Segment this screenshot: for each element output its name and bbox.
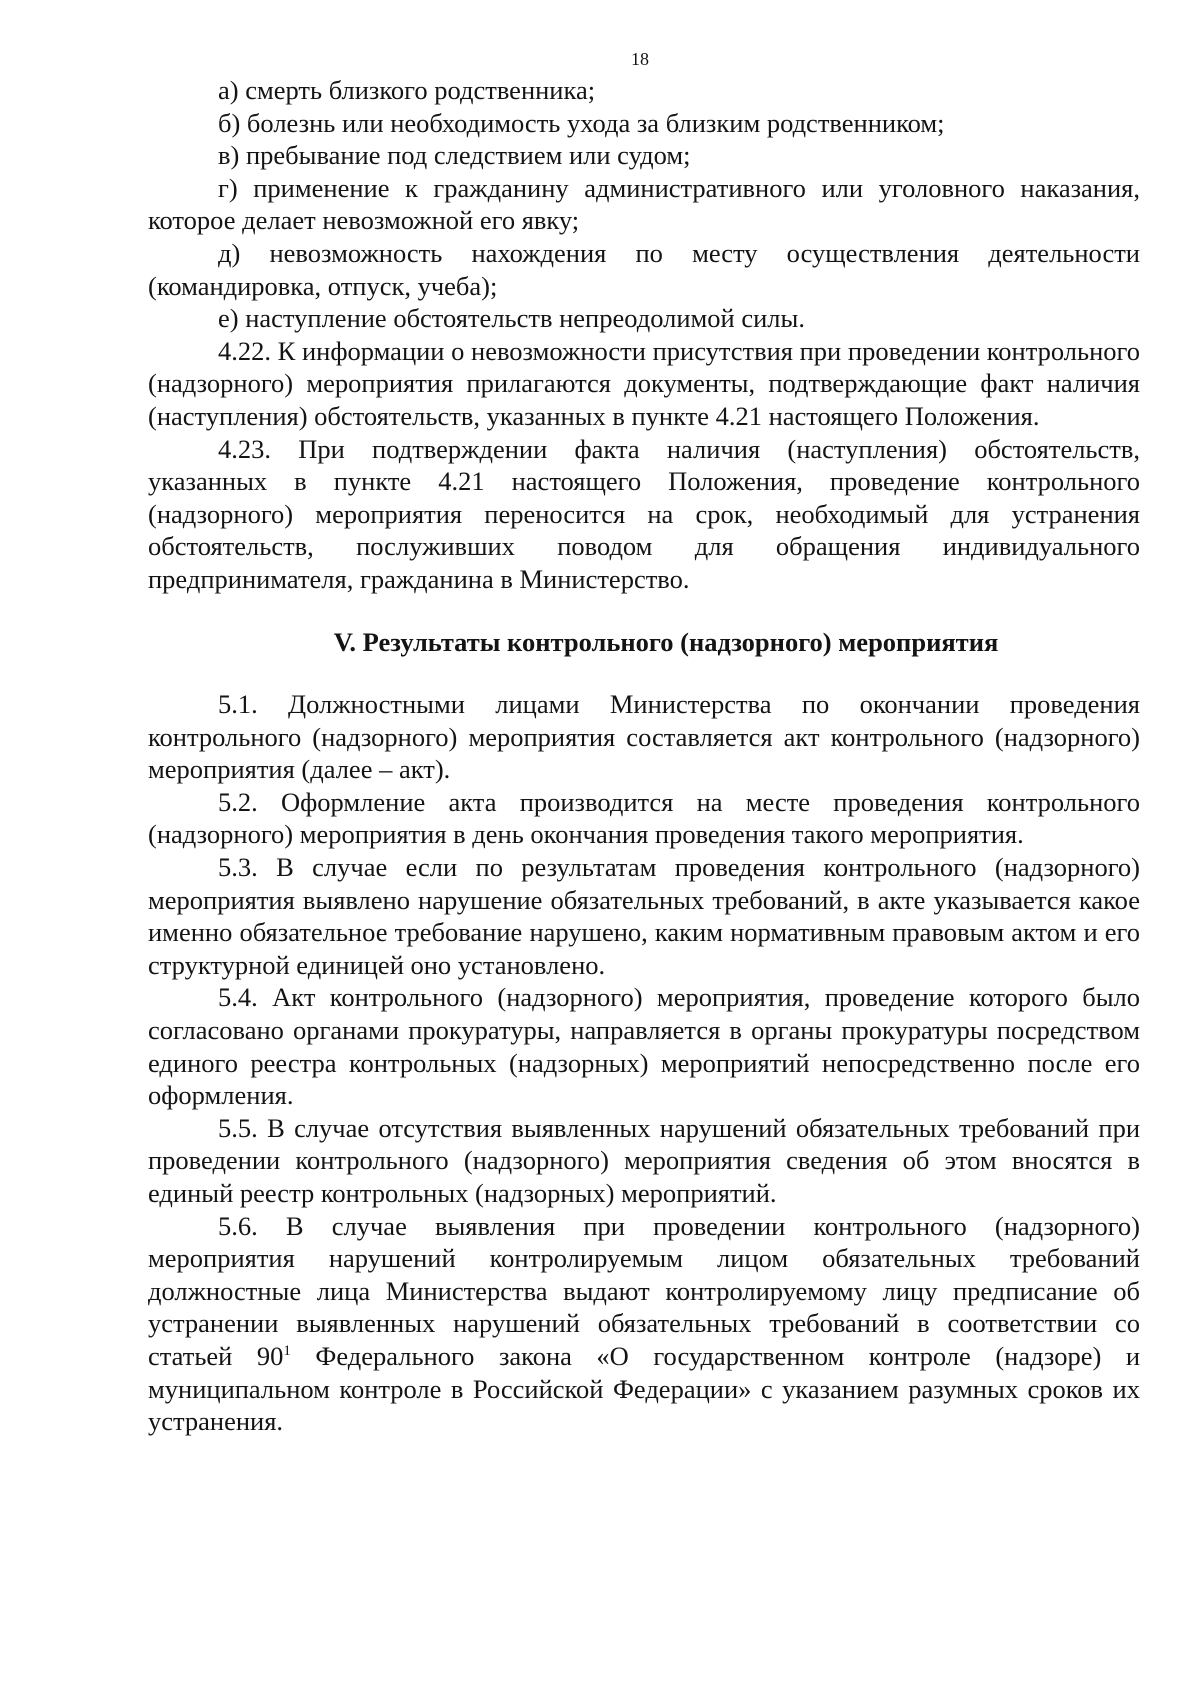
list-item-d: д) невозможность нахождения по месту осуществления деятельности (командировка, отпуск, учеба); [148, 237, 1140, 301]
list-item-b: б) болезнь или необходимость ухода за близким родственником; [218, 107, 945, 138]
list-item-e: е) наступление обстоятельств непреодолимой силы. [218, 303, 805, 334]
paragraph-5-2: 5.2. Оформление акта производится на месте проведения контрольного (надзорного) мероприятия в день окончания проведения такого мероприятия. [148, 786, 1140, 850]
paragraph-5-6-text: 5.6. В случае выявления при проведении контрольного (надзорного) мероприятия нарушений контролируемым лицом обязательных требований должностные лица Министерства выдают контролируемому лицу предписание об устранении выявленных нарушений обязательных требований в соответствии со статьей 90 [148, 1210, 1140, 1371]
list-item-a: а) смерть близкого родственника; [218, 75, 596, 105]
list-item-v: в) пребывание под следствием или судом; [218, 140, 691, 171]
paragraph-5-3: 5.3. В случае если по результатам проведения контрольного (надзорного) мероприятия выявлено нарушение обязательных требований, в акте указывается какое именно обязательное требование нарушено, каким нормативным правовым актом и его структурной единицей оно установлено. [148, 852, 1140, 980]
paragraph-4-22: 4.22. К информации о невозможности присутствия при проведении контрольного (надзорного) мероприятия прилагаются документы, подтверждающие факт наличия (наступления) обстоятельств, указанных в пункте 4.21 настоящего Положения. [148, 335, 1140, 431]
paragraph-5-5: 5.5. В случае отсутствия выявленных нарушений обязательных требований при проведении контрольного (надзорного) мероприятия сведения об этом вносятся в единый реестр контрольных (надзорных) мероприятий. [148, 1112, 1140, 1208]
paragraph-4-23: 4.23. При подтверждении факта наличия (наступления) обстоятельств, указанных в пункте 4.21 настоящего Положения, проведение контрольного (надзорного) мероприятия переносится на срок, необходимый для устранения обстоятельств, послуживших поводом для обращения индивидуального предпринимателя, гражданина в Министерство. [148, 433, 1140, 594]
page-number: 18 [631, 49, 649, 69]
paragraph-5-1: 5.1. Должностными лицами Министерства по окончании проведения контрольного (надзорного) мероприятия составляется акт контрольного (надзорного) мероприятия (далее – акт). [148, 689, 1140, 785]
article-superscript: 1 [283, 1343, 291, 1360]
paragraph-5-4: 5.4. Акт контрольного (надзорного) мероприятия, проведение которого было согласовано органами прокуратуры, направляется в органы прокуратуры посредством единого реестра контрольных (надзорных) мероприятий непосредственно после его оформления. [148, 982, 1140, 1111]
list-item-g: г) применение к гражданину административного или уголовного наказания, которое делает невозможной его явку; [148, 172, 1140, 236]
paragraph-5-6 [148, 1210, 1140, 1438]
paragraph-5-6-text-end: Федерального закона «О государственном контроле (надзоре) и муниципальном контроле в Российской Федерации» с указанием разумных сроков их устранения. [148, 1340, 1140, 1437]
document-body [148, 74, 1140, 1438]
section-heading: V. Результаты контрольного (надзорного) мероприятия [333, 626, 999, 657]
